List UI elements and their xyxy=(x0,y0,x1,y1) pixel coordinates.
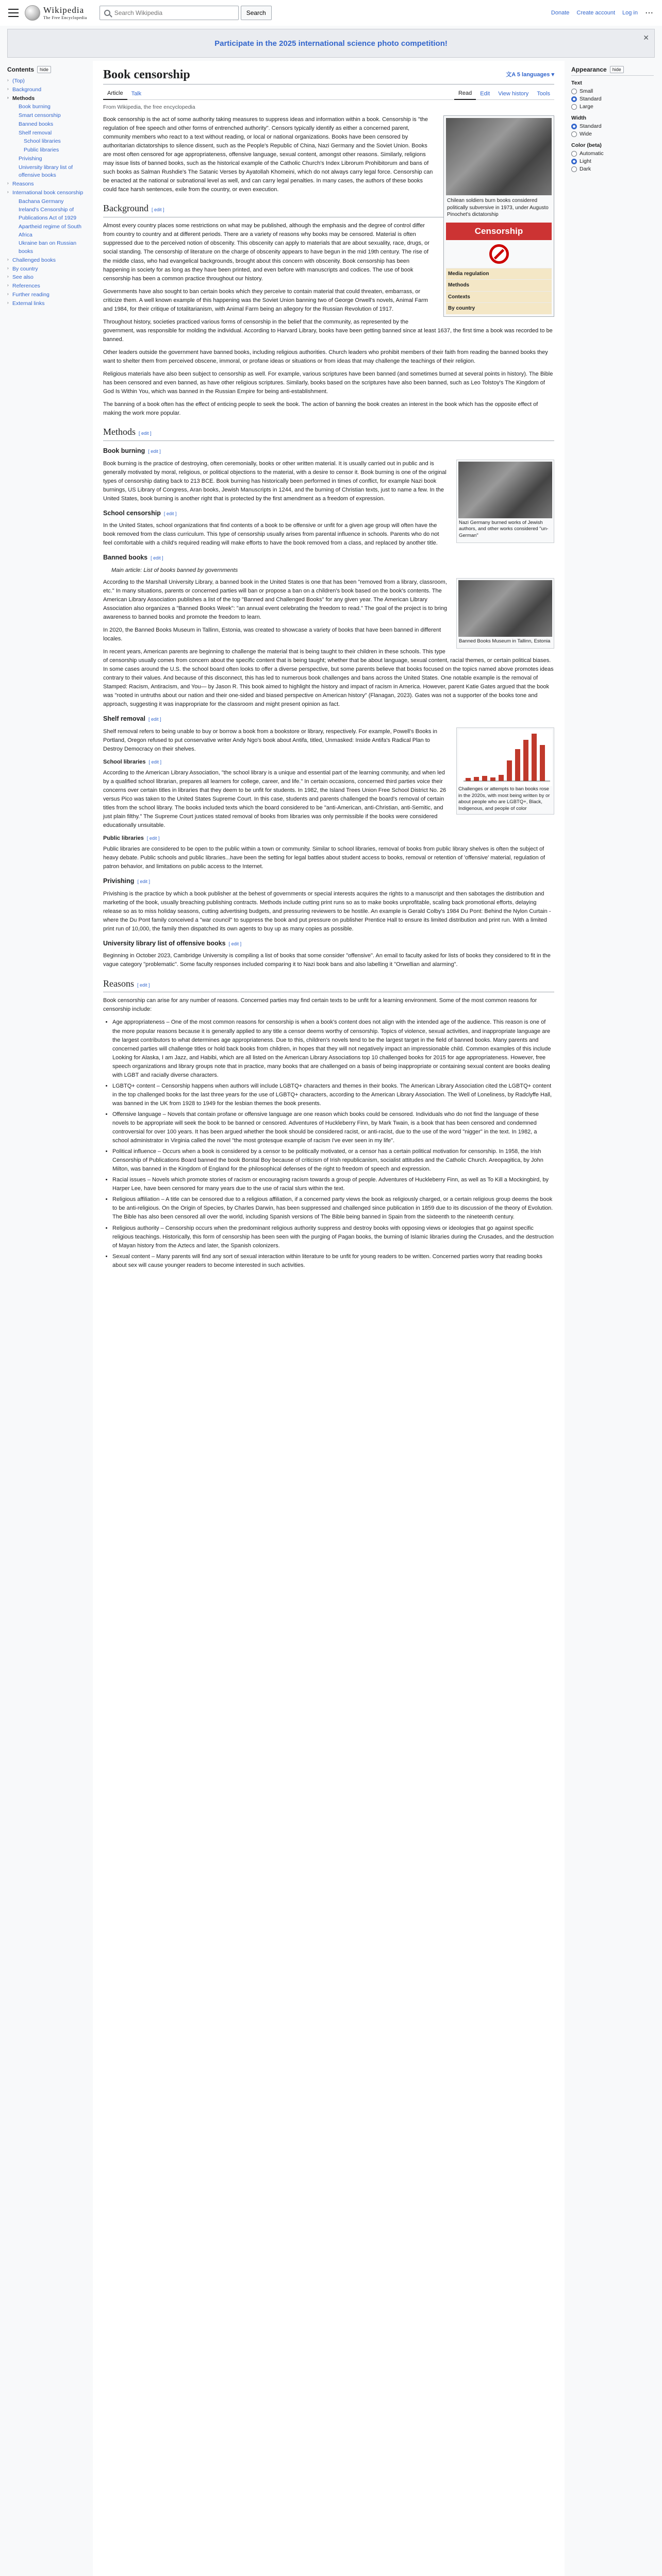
option-label: Large xyxy=(580,104,593,110)
width-group xyxy=(571,115,654,137)
chart-bar xyxy=(482,776,487,781)
paragraph: Privishing is the practice by which a book publisher at the behest of governments or special interests acquires the rights to a manuscript and then sabotages the distribution and marketing of the book, usually breaching publishing contracts. Methods include cutting print runs so as to make books unprofitable, scaling back promotional efforts, delaying release so as to miss holiday seasons, cutting advertising budgets, and pressuring reviewers to be hostile. An example is Gerald Colby's 1984 Du Pont: Behind the Nylon Curtain - where the Du Pont family conceived a "war council" to suppress the book and put pressure on publisher Prentice Hall to ensure its limited distribution and print run. With a limited print run of 10,000, the family then dispatched its own agents to buy up as many copies as possible. xyxy=(103,890,551,932)
from-wikipedia-note: From Wikipedia, the free encyclopedia xyxy=(103,104,195,110)
color-light-option[interactable] xyxy=(571,158,654,164)
wikipedia-globe-icon[interactable] xyxy=(25,5,40,21)
edit-section-link[interactable]: [ edit ] xyxy=(139,431,152,436)
radio-icon[interactable] xyxy=(571,166,577,172)
toc-item[interactable] xyxy=(7,138,85,146)
text-size-group xyxy=(571,80,654,110)
infobox-row[interactable]: Media regulation xyxy=(446,268,552,280)
chart-bar xyxy=(507,760,512,781)
infobox-title: Censorship xyxy=(446,223,552,240)
toc-item[interactable] xyxy=(7,291,85,299)
edit-section-link[interactable]: [ edit ] xyxy=(137,982,150,988)
create-account-link[interactable]: Create account xyxy=(576,10,616,16)
tab-tools[interactable]: Tools xyxy=(537,90,550,97)
toc-link[interactable]: University library list of offensive books xyxy=(19,164,73,179)
toc-item[interactable] xyxy=(7,265,85,274)
color-dark-option[interactable] xyxy=(571,166,654,172)
tab-article[interactable]: Article xyxy=(103,88,127,100)
toc-list xyxy=(7,77,85,308)
section-heading xyxy=(103,446,554,456)
section-heading xyxy=(103,977,554,993)
appearance-header xyxy=(571,66,654,76)
infobox-row[interactable]: Methods xyxy=(446,279,552,291)
appearance-title: Appearance xyxy=(571,66,607,73)
paragraph: Governments have also sought to ban certain books which they perceive to contain material that could threaten, embarrass, or criticize them. A well known example of this happening was the Soviet Union banning two of George Orwell's novels, Animal Farm and 1984, for their critique of totalitarianism, with Animal Farm being an allegory for the Russian Revolution of 1917. xyxy=(103,288,428,312)
edit-section-link[interactable]: [ edit ] xyxy=(146,836,160,841)
toggle-arrow-icon[interactable]: › xyxy=(7,95,9,100)
chart-bar xyxy=(532,734,537,781)
toc-title: Contents xyxy=(7,66,34,73)
tab-talk[interactable]: Talk xyxy=(131,90,142,97)
more-options-icon[interactable]: ⋯ xyxy=(645,9,654,18)
tab-edit[interactable]: Edit xyxy=(480,90,490,97)
close-icon[interactable]: ✕ xyxy=(643,33,649,42)
page-title: Book censorship xyxy=(103,68,554,84)
toc-item[interactable] xyxy=(7,274,85,282)
chart-bar xyxy=(540,745,545,781)
section-title: Background xyxy=(103,203,148,214)
infobox-image[interactable] xyxy=(446,118,552,195)
toc-item[interactable] xyxy=(7,77,85,86)
option-label: Light xyxy=(580,158,591,164)
section-title: School libraries xyxy=(103,758,146,765)
appearance-hide-button[interactable]: hide xyxy=(610,66,624,73)
toc-item[interactable] xyxy=(7,223,85,240)
toc-link[interactable]: External links xyxy=(12,300,45,307)
toc-item[interactable] xyxy=(7,164,85,180)
wordmark[interactable] xyxy=(43,6,87,20)
section-title: Methods xyxy=(103,427,136,437)
search-input[interactable] xyxy=(114,9,234,16)
toggle-arrow-icon[interactable]: › xyxy=(7,300,9,305)
paragraph: In recent years, American parents are beginning to challenge the material that is being taught to their children in these schools. This type of censorship usually comes from concern about the specific content that is being taught; whether that be about language, sexual content, racial themes, or certain political biases. In some cases around the U.S. the school board often looks to offer a diverse perspective, but some parents believe that books focused on the topics named above promotes ideas contrary to their values. And because of this disconnect, this has led to numerous book challenges and bans across the United States. One notable example is the removal of Stamped: Racism, Antiracism, and You— by Jason R. This book aimed to highlight the history and impact of racism in America. However, parent Katie Gates argued that the book was "rooted in untruths about our nation and their one-sided and biased perspective on American history" (Flanagan, 2023). Gates was not a supporter of the books tone and approach, suggesting it was inappropriate for the classroom and might present opinion as fact. xyxy=(103,649,554,708)
section-title: University library list of offensive books xyxy=(103,940,226,947)
infobox-caption: Chilean soldiers burn books considered politically subversive in 1973, under Augusto Pinochet's dictatorship xyxy=(447,198,549,217)
languages-label: 5 languages xyxy=(517,72,550,78)
thumbnail-caption: Nazi Germany burned works of Jewish authors, and other works considered "un-German" xyxy=(459,519,549,539)
list-item: • Offensive language – Novels that contain profane or offensive language are one reason which books could be censored. Individuals who do not find the language of these novels to be appropriate will seek the book to be banned or censored. Adventures of Huckleberry Finn, by Mark Twain, is a book that has been censored and condemned controversial for over 100 years. It has been argued whether the book should be considered racist, or anti-racist, due to the use of the word "nigger" in the text. In 1982, a school administrator in Virginia called the novel "the most grotesque example of racism I've ever seen in my life". xyxy=(112,1110,554,1145)
toggle-arrow-icon[interactable]: › xyxy=(7,189,9,194)
toc-link[interactable]: (Top) xyxy=(12,78,25,84)
toc-link[interactable]: References xyxy=(12,283,40,289)
list-item: • LGBTQ+ content – Censorship happens when authors will include LGBTQ+ characters and themes in their books. The American Library Association cited the LGBTQ+ content in the top challenged books for the last three years for the use of LGBTQ+ characters, according to the American Library Association. The Well of Loneliness, by Radclyffe Hall, was banned in the UK from 1928 to 1949 for the lesbian themes the book presents. xyxy=(112,1082,554,1108)
wordmark-subtitle: The Free Encyclopedia xyxy=(43,15,87,20)
toggle-arrow-icon[interactable]: › xyxy=(7,78,9,82)
list-item: • Political influence – Occurs when a book is considered by a censor to be politically motivated, or a censor has a certain political motivation for censorship. In 1958, the Irish Censorship of Publications Board banned the book Borstal Boy because of criticism of Irish republicanism, socialist attitudes and the Catholic Church. Areopagitica, by John Milton, was banned in the Kingdom of England for the philosophical defenses of the right to freedom of speech and expression. xyxy=(112,1147,554,1174)
toggle-arrow-icon[interactable]: › xyxy=(7,274,9,279)
toc-item[interactable] xyxy=(7,240,85,256)
color-automatic-option[interactable] xyxy=(571,150,654,157)
toc-link[interactable]: Ukraine ban on Russian books xyxy=(19,240,77,255)
toc-link[interactable]: Background xyxy=(12,86,42,93)
toc-link[interactable]: Shelf removal xyxy=(19,129,52,136)
paragraph: Other leaders outside the government have banned books, including religious authorities. Church leaders who prohibit members of their faith from reading the banned books they want to shelter them from perceived obscene, immoral, or profane ideas or situations or from ideas that may challenge the teachings of their religion. xyxy=(103,349,548,364)
list-item: • Sexual content – Many parents will find any sort of sexual interaction within literature to be unfit for young readers to be written. Concerned parties worry that reading books about sex will cause younger readers to become interested in such activities. xyxy=(112,1252,554,1270)
infobox-row[interactable]: By country xyxy=(446,302,552,314)
edit-section-link[interactable]: [ edit ] xyxy=(148,759,162,765)
section-heading xyxy=(103,425,554,441)
section-title: Book burning xyxy=(103,447,145,455)
radio-selected-icon[interactable] xyxy=(571,159,577,164)
section-heading xyxy=(103,553,554,563)
list-item: • Religious affiliation – A title can be censored due to a religious affiliation, if a concerned party views the book as religiously charged, or a certain religious group deems the book to be anti-religious. On the Origin of Species, by Charles Darwin, has been suppressed and challenged since publication in 1859 due to its discussion of the theory of Evolution. The Bible has also been censored all over the world, including Spanish versions of The Bible being banned in Spain from the sixteenth to the nineteenth century. xyxy=(112,1195,554,1222)
toc-item[interactable] xyxy=(7,189,85,197)
donate-link[interactable]: Donate xyxy=(551,10,570,16)
toc-item[interactable] xyxy=(7,129,85,138)
thumbnail-caption: Banned Books Museum in Tallinn, Estonia xyxy=(459,638,551,644)
chart-bar xyxy=(466,778,471,781)
toc-item[interactable] xyxy=(7,146,85,155)
thumbnail-image[interactable] xyxy=(458,580,552,637)
width-standard-option[interactable] xyxy=(571,123,654,129)
option-label: Automatic xyxy=(580,150,604,157)
toc-link[interactable]: Challenged books xyxy=(12,257,56,263)
toggle-arrow-icon[interactable]: › xyxy=(7,86,9,91)
hatnote: Main article: List of books banned by governments xyxy=(111,567,238,573)
edit-section-link[interactable]: [ edit ] xyxy=(148,717,161,722)
chart-caption: Challenges or attempts to ban books rose in the 2020s, with most being written by or about people who are LGBTQ+, Black, Indigenous, and people of color xyxy=(458,786,550,812)
paragraph: Shelf removal refers to being unable to buy or borrow a book from a bookstore or library, respectively. For example, Powell's Books in Portland, Oregon refused to put conservative writer Andy Ngo's book about Antifa, titled, Unmasked: Inside Antifa's Radical Plan to Destroy Democracy on their shelves. xyxy=(103,728,437,752)
paragraph: Beginning in October 2023, Cambridge University is compiling a list of books that some consider "offensive". An email to faculty asked for lists of books they considered to fit in the vague category "problematic". Some faculty responses included comparing it to Nazi book bans and also labelling it "Orwellian and alarming". xyxy=(103,953,551,968)
infobox xyxy=(443,115,554,317)
paragraph: According to the Marshall University Library, a banned book in the United States is one that has been "removed from a library, classroom, etc." In many situations, parents or concerned parties will ban or propose a ban on a children's book based on the book's contents. The American Library Association publishes a list of the top "Banned and Challenged Books" for any given year. The American Library Association also organizes a "Banned Books Week": "an annual event celebrating the freedom to read." The goal of the project is to bring awareness to banned books and promote the freedom to learn. xyxy=(103,579,448,620)
book-challenges-chart[interactable] xyxy=(458,730,552,786)
tab-read[interactable]: Read xyxy=(454,88,476,100)
search-button[interactable]: Search xyxy=(241,6,272,20)
thumbnail-figure xyxy=(456,460,554,543)
toc-link[interactable]: Bachana Germany xyxy=(19,198,64,205)
search-box xyxy=(100,6,239,20)
toc-link[interactable]: Smart censorship xyxy=(19,112,61,118)
color-label: Color (beta) xyxy=(571,142,602,148)
infobox-row[interactable]: Contexts xyxy=(446,291,552,303)
site-header xyxy=(0,0,662,26)
toc-link[interactable]: Further reading xyxy=(12,291,49,298)
toc-link[interactable]: Banned books xyxy=(19,121,54,127)
toc-link[interactable]: Apartheid regime of South Africa xyxy=(19,223,81,238)
article-content xyxy=(93,61,565,2576)
toc-item[interactable] xyxy=(7,206,85,223)
toggle-arrow-icon[interactable]: › xyxy=(7,291,9,296)
radio-icon[interactable] xyxy=(571,131,577,137)
login-link[interactable]: Log in xyxy=(622,10,638,16)
toc-item[interactable] xyxy=(7,300,85,308)
toc-link[interactable]: By country xyxy=(12,265,38,272)
toc-item[interactable] xyxy=(7,257,85,265)
text-large-option[interactable] xyxy=(571,104,654,110)
intro-paragraph: Book censorship is the act of some authority taking measures to suppress ideas and information within a book. Censorship is "the regulation of free speech and other forms of entrenched authority". Censors typically identify as either a concerned parent, community members who react to a text without reading, or local or national organizations. Books have been censored by authoritarian dictatorships to silence dissent, such as the People's Republic of China, Nazi Germany and the Soviet Union. Books are most often censored for age appropriateness, offensive language, sexual content, amongst other reasons. Similarly, religions may issue lists of banned books, such as the historical example of the Catholic Church's Index Librorum Prohibitorum and bans of such books as Salman Rushdie's The Satanic Verses by Ayatollah Khomeini, which do not always carry legal force. Censorship can be enacted at the national or subnational level as well, and can carry legal penalties. In many cases, the authors of these books could face harsh sentences, exile from the country, or even execution. xyxy=(103,116,433,193)
section-heading xyxy=(103,939,554,948)
option-label: Standard xyxy=(580,96,602,102)
section-title: Privishing xyxy=(103,877,135,885)
appearance-panel xyxy=(571,66,654,177)
chart-bar xyxy=(515,749,520,781)
paragraph: Book burning is the practice of destroying, often ceremonially, books or other written material. It is usually carried out in public and is generally motivated by moral, religious, or political objections to the material, with a desire to censor it. Book burning is one of the original types of censorship dating back to 213 BCE. Book burning has historically been performed in times of conflict, for example Nazi book burnings, US Library of Congress, Aran books, Jewish Manuscripts in 1244, and the burning of Christian texts, just to name a few. In the United States, book burning is another right that is protected by the first amendment as a freedom of expression. xyxy=(103,460,446,502)
option-label: Wide xyxy=(580,131,592,137)
censorship-prohibition-icon xyxy=(489,244,509,264)
toggle-arrow-icon[interactable]: › xyxy=(7,283,9,287)
banner-link[interactable]: Participate in the 2025 international science photo competition! xyxy=(214,39,448,48)
section-title: School censorship xyxy=(103,509,161,517)
toc-link[interactable]: See also xyxy=(12,274,34,281)
table-of-contents xyxy=(7,66,85,308)
paragraph: In the United States, school organizations that find contents of a book to be offensive or unfit for a given age group will often have the book removed from the class curriculum. This type of censorship usually arises from parental influence in schools. Parents who do not feel comfortable with a child's required reading will make efforts to have the book removed from a class, and replaced by another title. xyxy=(103,522,439,547)
option-label: Standard xyxy=(580,123,602,129)
edit-section-link[interactable]: [ edit ] xyxy=(228,941,242,947)
edit-section-link[interactable]: [ edit ] xyxy=(148,449,161,454)
width-wide-option[interactable] xyxy=(571,131,654,137)
toc-link[interactable]: School libraries xyxy=(24,138,61,145)
chart-bar xyxy=(499,775,504,781)
chart-figure xyxy=(456,727,554,815)
radio-selected-icon[interactable] xyxy=(571,96,577,102)
text-small-option[interactable] xyxy=(571,88,654,94)
option-label: Dark xyxy=(580,166,591,172)
paragraph: According to the American Library Association, "the school library is a unique and essential part of the learning community, and when led by a qualified school librarian, prepares all learners for college, career, and life." In certain occasions, concerned third parties voice their concerns over certain titles in libraries that they deem to be unfit for students. In 1982, the Island Trees Union Free School District No. 26 versus Pico was taken to the United States Supreme Court. In this case, students and parents challenged the board's removal of certain titles from the school library. The books included texts which the board considered to be "anti-American, anti-Christian, anti-Semitic, and just plain filthy." The Supreme Court justices stated removal of books from libraries was only permissible if the books were considered educationally unsuitable. xyxy=(103,769,446,829)
wordmark-title: Wikipedia xyxy=(43,5,85,15)
color-group xyxy=(571,142,654,172)
radio-icon[interactable] xyxy=(571,89,577,94)
toc-item[interactable] xyxy=(7,112,85,120)
paragraph: Throughout history, societies practiced various forms of censorship in the belief that the community, as represented by the government, was responsible for molding the individual. According to Harvard Library, books have been getting banned since at least 1637, the first time a book was recorded to be banned. xyxy=(103,318,553,343)
toc-item[interactable] xyxy=(7,180,85,189)
toc-link[interactable]: Privishing xyxy=(19,155,42,162)
toc-hide-button[interactable]: hide xyxy=(37,66,51,73)
paragraph: Almost every country places some restrictions on what may be published, although the emphasis and the degree of control differ from country to country and at different periods. There are a variety of reasons why books may be censored. Material is often suppressed due to the perceived notion of obscenity. This obscenity can apply to materials that are about sexuality, race, drugs, or social standing. The censorship of literature on the charge of obscenity appears to have begun in the mid 19th century. The rise of the middle class, who had evangelical backgrounds, brought about this concern with obscenity. Book censorship has been happening in society for as long as they have been printed, and even before with manuscripts and codices. The use of book censorship has been a common practice throughout our history. xyxy=(103,223,429,282)
reasons-list xyxy=(103,1018,554,1269)
section-title: Reasons xyxy=(103,978,134,989)
option-label: Small xyxy=(580,88,593,94)
chart-bar xyxy=(490,777,495,781)
toggle-arrow-icon[interactable]: › xyxy=(7,257,9,262)
text-standard-option[interactable] xyxy=(571,96,654,102)
toc-item[interactable] xyxy=(7,282,85,291)
toggle-arrow-icon[interactable]: › xyxy=(7,265,9,270)
text-size-label: Text xyxy=(571,80,582,86)
edit-section-link[interactable]: [ edit ] xyxy=(137,879,150,885)
toc-item[interactable] xyxy=(7,95,85,103)
chart-bar xyxy=(474,777,479,781)
radio-selected-icon[interactable] xyxy=(571,124,577,129)
toc-link[interactable]: Ireland's Censorship of Publications Act of 1929 xyxy=(19,207,77,221)
section-heading xyxy=(103,834,554,843)
paragraph: Public libraries are considered to be open to the public within a town or community. Similar to school libraries, removal of books from public library shelves is often the subject of heavy debate. Public schools and public libraries...have been the setting for legal battles about student access to books, removal or retention of 'offensive' material, regulation of patron behavior, and limitations on public access to the Internet. xyxy=(103,846,545,870)
toc-item[interactable] xyxy=(7,155,85,163)
search-icon xyxy=(104,10,110,16)
toc-header xyxy=(7,66,85,73)
article-body xyxy=(103,115,554,1270)
paragraph: Religious materials have also been subject to censorship as well. For example, various scriptures have been banned (and sometimes burned at several points in history). The Bible has been censored and even banned, as have other religious scriptures. Similarly, books based on the scriptures have also been banned, such as Leo Tolstoy's The Kingdom of God Is Within You, which was banned in the Russian Empire for being anti-establishment. xyxy=(103,371,553,395)
edit-section-link[interactable]: [ edit ] xyxy=(151,207,164,213)
paragraph: The banning of a book often has the effect of enticing people to seek the book. The action of banning the book creates an interest in the book which has the opposite effect of making the work more popular. xyxy=(103,401,538,417)
site-notice-banner xyxy=(7,29,655,58)
languages-button[interactable]: 文A 5 languages ▾ xyxy=(506,72,554,78)
toc-item[interactable] xyxy=(7,121,85,129)
section-title: Shelf removal xyxy=(103,715,145,723)
main-menu-icon[interactable] xyxy=(8,9,19,17)
list-item: • Age appropriateness – One of the most common reasons for censorship is when a book's content does not align with the intended age of the audience. This reason is one of the more popular reasons because it is generally applied to any title a censor deems worthy of censorship. Topics of violence, sexual activities, and inappropriate language are the largest contributors to what determines age appropriateness. Due to this, children's novels tend to be the largest target in the field of banned books. Many parents and concerned parties will challenge titles or hold back books from children, in hopes that they will not negatively impact an impressionable child. Common examples of this include Looking for Alaska, I am Jazz, and Habibi, which are all listed on the American Library Associations top 10 challenged books for 2015 for age appropriateness. However, free speech organizations and library groups note that in practice, many books that are challenged on a basis of being inappropriate or containing sexual content are books dealing with LGBT and racially diverse characters. xyxy=(112,1018,554,1079)
tab-view-history[interactable]: View history xyxy=(498,90,529,97)
user-links xyxy=(551,8,654,18)
toc-link[interactable]: International book censorship xyxy=(12,189,84,196)
thumbnail-image[interactable] xyxy=(458,462,552,518)
list-item: • Religious authority – Censorship occurs when the predominant religious authority suppress and destroy books with opposing views or ideologies that go against specific religious teachings. Historically, this form of censorship has been seen with the purging of Pagan books, the burning of Islamic libraries during the Crusades, and the destruction of Mayan history from the Aztecs and later, the Spanish colonizers. xyxy=(112,1224,554,1250)
paragraph: Book censorship can arise for any number of reasons. Concerned parties may find certain texts to be unfit for a learning environment. Some of the most common reasons for censorship include: xyxy=(103,997,537,1013)
radio-icon[interactable] xyxy=(571,151,577,157)
paragraph: In 2020, the Banned Books Museum in Tallinn, Estonia, was created to showcase a variety of books that have been banned in different locales. xyxy=(103,626,441,642)
width-label: Width xyxy=(571,115,587,121)
edit-section-link[interactable]: [ edit ] xyxy=(163,511,177,516)
toc-link[interactable]: Public libraries xyxy=(24,147,59,153)
page-tabs xyxy=(103,88,554,100)
section-heading xyxy=(103,714,554,724)
list-item: • Racial issues – Novels which promote stories of racism or encouraging racism towards a group of people. Adventures of Huckleberry Finn, as well as To Kill a Mockingbird, by Harper Lee, have been censored for many years due to the use of racial slurs within the text. xyxy=(112,1176,554,1193)
toc-item[interactable] xyxy=(7,198,85,206)
toc-item[interactable] xyxy=(7,103,85,111)
edit-section-link[interactable]: [ edit ] xyxy=(151,555,163,561)
toc-link[interactable]: Methods xyxy=(12,95,35,101)
toc-link[interactable]: Book burning xyxy=(19,104,51,110)
section-heading xyxy=(103,876,554,886)
chart-bar xyxy=(523,740,528,781)
toggle-arrow-icon[interactable]: › xyxy=(7,181,9,185)
toc-item[interactable] xyxy=(7,86,85,94)
article-sections xyxy=(103,201,554,1269)
radio-icon[interactable] xyxy=(571,104,577,110)
thumbnail-figure xyxy=(456,578,554,649)
section-title: Banned books xyxy=(103,554,148,562)
toc-link[interactable]: Reasons xyxy=(12,181,34,187)
section-title: Public libraries xyxy=(103,835,144,842)
